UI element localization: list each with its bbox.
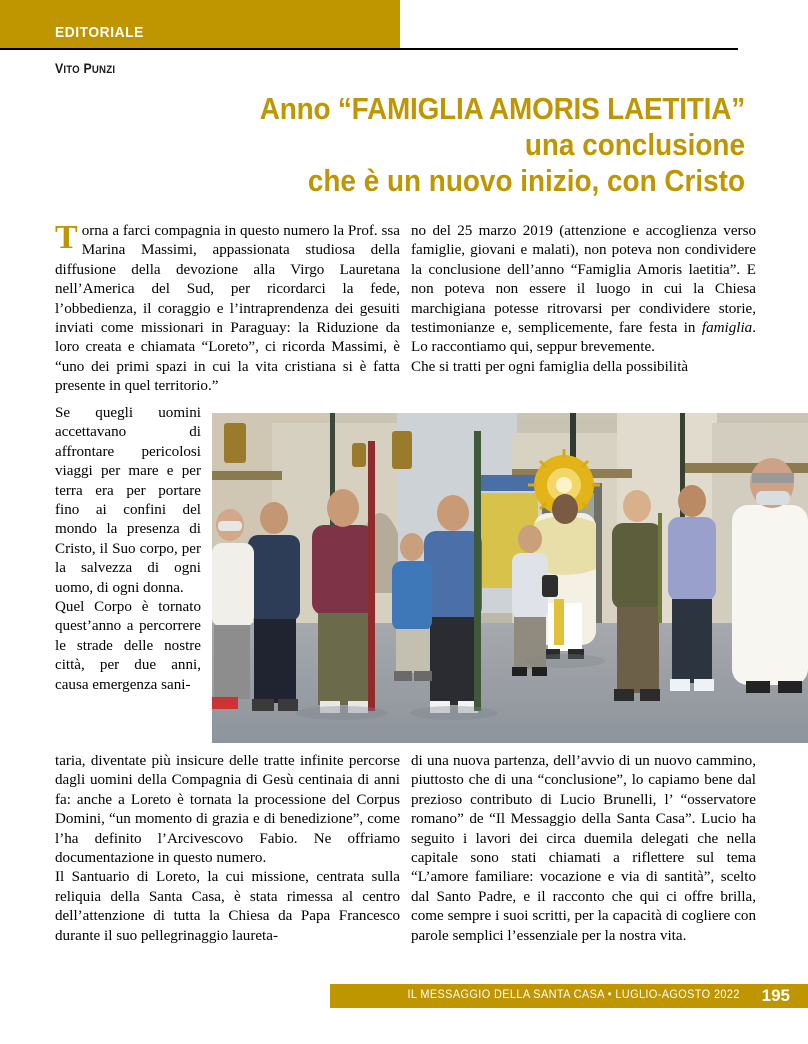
- footer-publication-info: IL MESSAGGIO DELLA SANTA CASA • LUGLIO-AGOSTO 2022: [407, 989, 740, 1001]
- article-column-right-top: [411, 222, 756, 377]
- paragraph-text-a: no del 25 marzo 2019 (attenzione e accoglienza verso famiglie, giovani e malati), non poteva non condividere la conclusione dell’anno “Famiglia Amoris laetitia”. E non poteva non essere il luogo in cui la Chiesa marchigiana potesse ritrovarsi per condividere storie, testimonianze e, semplicemente, fare festa in: [411, 223, 756, 337]
- drop-cap: T: [55, 219, 78, 256]
- procession-illustration: [212, 413, 808, 743]
- byline: [55, 60, 115, 76]
- paragraph: Quel Corpo è tornato quest’anno a percorrere le strade delle nostre città, per due anni, causa emergenza sani-: [55, 599, 201, 693]
- article-column-wide-left: [55, 752, 400, 946]
- emphasis-famiglia: famiglia: [701, 320, 753, 337]
- paragraph: [55, 219, 400, 397]
- paragraph: Che si tratti per ogni famiglia della possibilità: [411, 358, 689, 375]
- headline-line-2: una conclusione: [524, 126, 745, 162]
- byline-author-last-cap: P: [83, 60, 92, 76]
- page-title: [55, 91, 745, 198]
- kicker-label: EDITORIALE: [55, 24, 144, 41]
- article-column-narrow: [55, 404, 201, 695]
- byline-author-last-rest: UNZI: [91, 64, 116, 76]
- article-column-wide-right: [411, 752, 756, 946]
- paragraph: taria, diventate più insicure delle tratte infinite percorse dagli uomini della Compagnia di Gesù centinaia di anni fa: anche a Loreto è tornata la processione del Corpus Domini, “un momento di grazia e di benedizione”, come l’ha definito l’Arcivescovo Fabio. Ne offriamo documentazione in questo numero.: [55, 753, 400, 867]
- paragraph-text-b: . Lo raccontiamo qui, seppur brevemente.: [411, 320, 756, 356]
- paragraph: Se quegli uomini accettavano di affrontare pericolosi viaggi per mare e per terra era per portare fino ai confini del mondo la presenza di Cristo, il Suo corpo, per la salvezza di ogni uomo, di ogni donna.: [55, 405, 201, 596]
- paragraph: [411, 222, 756, 358]
- headline-line-1: Anno “FAMIGLIA AMORIS LAETITIA”: [259, 91, 745, 126]
- byline-author-first-cap: V: [55, 60, 64, 76]
- byline-author-first-rest: ITO: [63, 64, 80, 76]
- paragraph: di una nuova partenza, dell’avvio di un nuovo cammino, piuttosto che di una “conclusione”, lo capiamo bene dal prezioso contributo di Lucio Brunelli, l’ “osservatore romano” de “Il Messaggio della Santa Casa”. Lucio ha seguito i lavori dei circa duemila delegati che nella capitale sono stati chiamati a riflettere sul tema “L’amore familiare: vocazione e via di santità”, scelto dal Santo Padre, e il racconto che qui ci offre brilla, come sempre i suoi scritti, per la capacità di cogliere con parole semplici l’essenziale per la nostra vita.: [411, 753, 756, 944]
- corpus-domini-procession-photo: [212, 413, 808, 743]
- paragraph-text: orna a farci compagnia in questo numero la Prof. ssa Marina Massimi, appassionata studiosa della diffusione della devozione alla Virgo Lauretana nell’America del Sud, per ricordarci la fede, l’obbedienza, il coraggio e l’intraprendenza dei gesuiti inviati come missionari in Paraguay: la Riduzione da loro creata e chiamata “Loreto”, ci ricorda Massimi, è “uno dei primi spazi in cui la vita cristiana si è fatta presente in quel territorio.”: [55, 223, 400, 395]
- page-number: 195: [761, 986, 790, 1005]
- article-column-left-top: [55, 219, 400, 397]
- paragraph: Il Santuario di Loreto, la cui missione, centrata sulla reliquia della Santa Casa, è stata rimessa al centro dell’attenzione di tutta la Chiesa da Papa Francesco durante il suo pellegrinaggio laureta-: [55, 869, 400, 944]
- headline-line-3: che è un nuovo inizio, con Cristo: [307, 162, 745, 198]
- header-rule: [0, 48, 738, 50]
